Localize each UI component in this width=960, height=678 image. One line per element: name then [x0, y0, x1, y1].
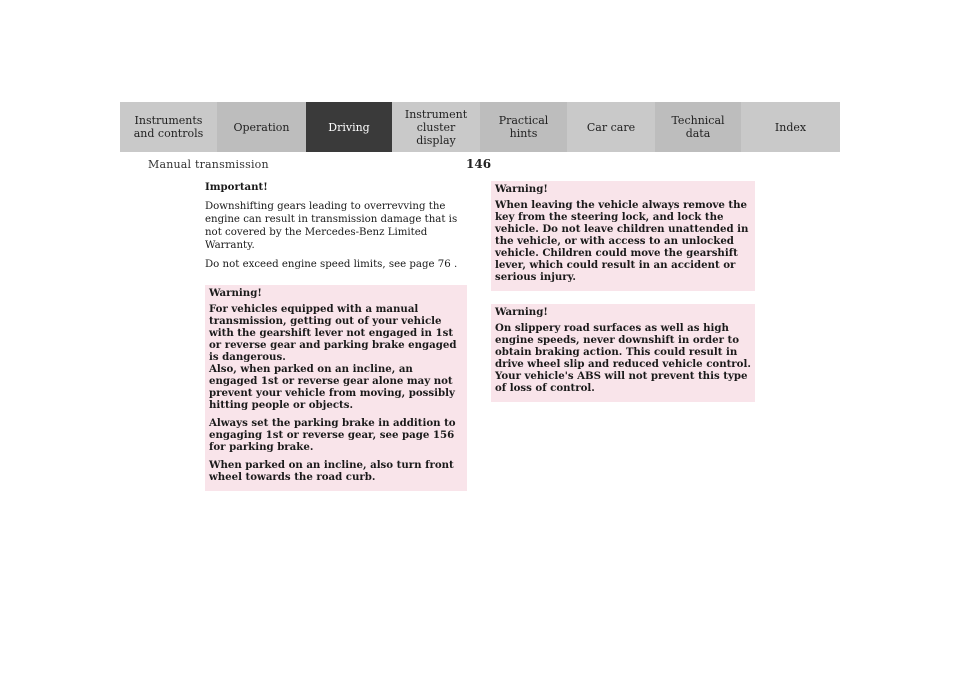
tab-technical-data[interactable]: Technical data	[655, 102, 741, 152]
warning-box	[491, 181, 755, 291]
tab-car-care[interactable]: Car care	[567, 102, 655, 152]
left-column	[205, 181, 467, 491]
page-number: 146	[466, 157, 492, 171]
tab-practical-hints[interactable]: Practical hints	[480, 102, 567, 152]
right-column	[491, 181, 755, 402]
important-heading: Important!	[205, 181, 268, 193]
section-tabs	[120, 102, 840, 152]
paragraph: Downshifting gears leading to overrevving the engine can result in transmission damage that is not covered by the Mercedes-Benz Limited Warranty.	[205, 201, 458, 251]
tab-driving[interactable]: Driving	[306, 102, 392, 152]
warning-box	[491, 304, 755, 402]
warning-text: When parked on an incline, also turn front wheel towards the road curb.	[209, 459, 454, 483]
warning-text: Always set the parking brake in addition to engaging 1st or reverse gear, see page 156 for parking brake.	[209, 417, 456, 453]
warning-box	[205, 285, 467, 491]
tab-operation[interactable]: Operation	[217, 102, 306, 152]
section-title: Manual transmission	[148, 158, 269, 171]
tab-index[interactable]: Index	[741, 102, 840, 152]
warning-title: Warning!	[209, 287, 262, 299]
paragraph: Do not exceed engine speed limits, see page 76 .	[205, 259, 458, 270]
warning-text: For vehicles equipped with a manual transmission, getting out of your vehicle with the gearshift lever not engaged in 1st or reverse gear and parking brake engaged is dangerous. Also, when parked on an incline, an engaged 1st or reverse gear alone may not prevent your vehicle from moving, possibly hitting people or objects.	[209, 303, 457, 411]
warning-text: On slippery road surfaces as well as high engine speeds, never downshift in order to obtain braking action. This could result in drive wheel slip and reduced vehicle control. Your vehicle's ABS will not prevent this type of loss of control.	[495, 322, 751, 394]
warning-title: Warning!	[495, 183, 548, 195]
tab-instruments-and-controls[interactable]: Instruments and controls	[120, 102, 217, 152]
warning-title: Warning!	[495, 306, 548, 318]
tab-instrument-cluster-display[interactable]: Instrument cluster display	[392, 102, 480, 152]
warning-text: When leaving the vehicle always remove the key from the steering lock, and lock the vehicle. Do not leave children unattended in the vehicle, or with access to an unlocked vehicle. Children could move the gearshift lever, which could result in an accident or serious injury.	[495, 199, 749, 283]
